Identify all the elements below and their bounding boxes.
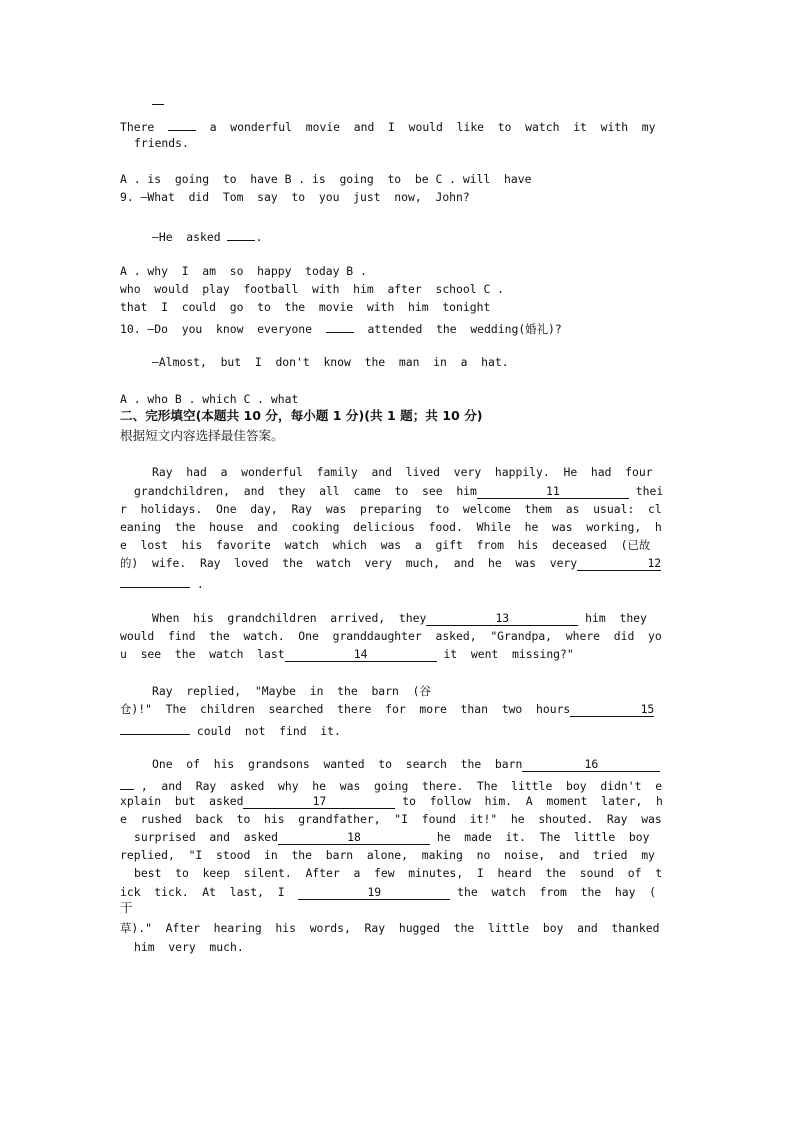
q9-answer-pre: —He asked bbox=[152, 230, 228, 244]
p3-line3-post: could not find it. bbox=[190, 724, 341, 738]
p4-line5 bbox=[134, 830, 649, 845]
q9-options-1: A . why I am so happy today B . bbox=[120, 264, 367, 278]
q10-question bbox=[120, 319, 562, 336]
p2-line1 bbox=[152, 611, 647, 626]
p1-line2 bbox=[134, 484, 663, 499]
p4-line7: best to keep silent. After a few minutes, I heard the sound of t bbox=[134, 866, 663, 880]
q8-line1 bbox=[120, 117, 655, 134]
blank-14: 14 bbox=[285, 648, 437, 662]
q10-blank bbox=[326, 319, 354, 333]
p2-line2: would find the watch. One granddaughter asked, "Grandpa, where did yo bbox=[120, 629, 662, 643]
q8-options: A . is going to have B . is going to be C . will have bbox=[120, 172, 532, 186]
p3-line2 bbox=[120, 702, 654, 717]
p4-line6: replied, "I stood in the barn alone, making no noise, and tried my bbox=[120, 848, 655, 862]
p4-line3 bbox=[120, 794, 663, 809]
p2-line3-pre: u see the watch last bbox=[120, 647, 285, 661]
q9-question: 9. —What did Tom say to you just now, John? bbox=[120, 190, 470, 204]
p4-line11: him very much. bbox=[134, 940, 244, 954]
q8-line1-pre: There bbox=[120, 120, 169, 134]
q9-answer bbox=[152, 227, 262, 244]
blank-15-cont bbox=[120, 721, 190, 735]
blank-16: 16 bbox=[522, 758, 660, 772]
q10-options: A . who B . which C . what bbox=[120, 392, 299, 406]
q9-answer-post: . bbox=[255, 230, 263, 244]
q9-options-2: who would play football with him after school C . bbox=[120, 282, 505, 296]
blank-19: 19 bbox=[298, 886, 450, 900]
dash-mark bbox=[152, 104, 164, 105]
p1-line5: e lost his favorite watch which was a gift from his deceased (已故 bbox=[120, 538, 651, 552]
p4-line5-post: he made it. The little boy bbox=[430, 830, 650, 844]
blank-12: 12 bbox=[577, 557, 661, 571]
p4-line8 bbox=[120, 885, 656, 900]
p1-line3: r holidays. One day, Ray was preparing to welcome them as usual: cl bbox=[120, 502, 662, 516]
p4-line2 bbox=[120, 776, 662, 793]
p3-line1: Ray replied, "Maybe in the barn (谷 bbox=[152, 684, 431, 698]
p1-line1: Ray had a wonderful family and lived very happily. He had four bbox=[152, 465, 653, 479]
blank-13: 13 bbox=[426, 612, 578, 626]
blank-17: 17 bbox=[243, 795, 395, 809]
p4-line9: 干 bbox=[120, 900, 133, 915]
p4-line4: e rushed back to his grandfather, "I found it!" he shouted. Ray was bbox=[120, 812, 662, 826]
blank-11: 11 bbox=[477, 485, 629, 499]
p4-line10: 草)." After hearing his words, Ray hugged the little boy and thanked bbox=[120, 921, 660, 935]
p3-line2-pre: 仓)!" The children searched there for more than two hours bbox=[120, 702, 571, 716]
p2-line1-pre: When his grandchildren arrived, they bbox=[152, 611, 427, 625]
p1-line6-pre: 的) wife. Ray loved the watch very much, and he was very bbox=[120, 556, 578, 570]
p4-line5-pre: surprised and asked bbox=[134, 830, 279, 844]
p1-line7 bbox=[120, 574, 204, 591]
p2-line1-post: him they bbox=[578, 611, 647, 625]
p2-line3-post: it went missing?" bbox=[436, 647, 574, 661]
q8-line2: friends. bbox=[134, 136, 189, 150]
q10-answer: —Almost, but I don't know the man in a hat. bbox=[152, 355, 509, 369]
q10-question-pre: 10. —Do you know everyone bbox=[120, 322, 326, 336]
p4-line3-pre: xplain but asked bbox=[120, 794, 244, 808]
section2-heading-text: 二、完形填空(本题共 10 分，每小题 1 分)(共 1 题；共 10 分) bbox=[120, 408, 483, 423]
blank-18: 18 bbox=[278, 831, 430, 845]
p4-line2-post: , and Ray asked why he was going there. The little boy didn't e bbox=[134, 779, 663, 793]
q8-line1-post: a wonderful movie and I would like to watch it with my bbox=[196, 120, 656, 134]
section2-instruction: 根据短文内容选择最佳答案。 bbox=[120, 428, 284, 443]
q9-options-3: that I could go to the movie with him tonight bbox=[120, 300, 491, 314]
p1-line4: eaning the house and cooking delicious food. While he was working, h bbox=[120, 520, 662, 534]
p4-line8-post: the watch from the hay ( bbox=[450, 885, 657, 899]
p1-line2-post: thei bbox=[628, 484, 664, 498]
blank-16-cont bbox=[120, 776, 134, 790]
q9-blank bbox=[227, 227, 255, 241]
blank-12-cont bbox=[120, 574, 190, 588]
p4-line3-post: to follow him. A moment later, h bbox=[395, 794, 663, 808]
p4-line8-pre: ick tick. At last, I bbox=[120, 885, 299, 899]
blank-15: 15 bbox=[570, 703, 654, 717]
p1-line7-post: . bbox=[190, 577, 204, 591]
p1-line2-pre: grandchildren, and they all came to see him bbox=[134, 484, 477, 498]
p2-line3 bbox=[120, 647, 574, 662]
p4-line1 bbox=[152, 757, 660, 772]
p3-line3 bbox=[120, 721, 341, 738]
p1-line6 bbox=[120, 556, 661, 571]
section2-heading bbox=[120, 408, 483, 424]
q10-question-post: attended the wedding(婚礼)? bbox=[353, 322, 562, 336]
p4-line1-pre: One of his grandsons wanted to search the barn bbox=[152, 757, 523, 771]
q8-blank bbox=[168, 117, 196, 131]
